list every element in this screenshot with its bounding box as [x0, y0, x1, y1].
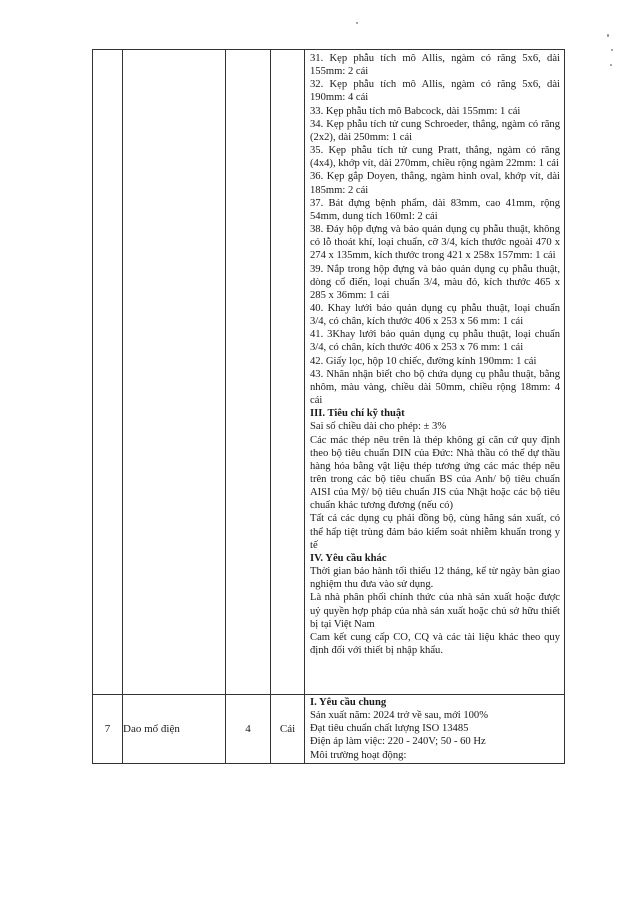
spec-line: Sai số chiều dài cho phép: ± 3% [310, 421, 447, 433]
spec-line: 42. Giấy lọc, hộp 10 chiếc, đường kính 190mm: 1 cái [310, 355, 537, 367]
spec-line: Tất cả các dụng cụ phải đồng bộ, cùng hãng sản xuất, có thể hấp tiệt trùng đảm bảo kiểm soát nhiễm khuẩn trong y tế [310, 513, 560, 551]
spec-line: Môi trường hoạt động: [310, 749, 407, 761]
qty-cell [226, 50, 271, 695]
spec-line: 41. 3Khay lưới bảo quản dụng cụ phẫu thuật, loại chuẩn 3/4, có chân, kích thước 406 x 253 x 76 mm: 1 cái [310, 329, 560, 354]
section-heading: IV. Yêu cầu khác [310, 552, 387, 564]
spec-line: 43. Nhãn nhận biết cho bộ chứa dụng cụ phẫu thuật, bằng nhôm, màu vàng, chiều dài 50mm, chiều rộng 18mm: 4 cái [310, 368, 560, 407]
spec-line: Là nhà phân phối chính thức của nhà sản xuất hoặc được uỷ quyền hợp pháp của nhà sản xuất hoặc chủ sở hữu thiết bị tại Việt Nam [310, 592, 560, 630]
name-cell [123, 50, 226, 695]
scan-speck [611, 49, 613, 51]
scan-speck [356, 22, 358, 24]
spec-line: 39. Nắp trong hộp đựng và bảo quản dụng cụ phẫu thuật, dòng cổ điển, loại chuẩn 3/4, màu đỏ, kích thước 465 x 285 x 36mm: 1 cái [310, 263, 560, 301]
spec-line: 32. Kẹp phẫu tích mô Allis, ngàm có răng 5x6, dài 190mm: 4 cái [310, 79, 560, 104]
spec-line: Thời gian bảo hành tối thiểu 12 tháng, kể từ ngày bàn giao nghiệm thu đưa vào sử dụng. [310, 566, 560, 591]
spec-cell [305, 50, 565, 695]
equipment-name: Dao mổ điện [123, 695, 226, 764]
spec-cell [305, 695, 565, 764]
unit-cell [271, 50, 305, 695]
row-number: 7 [93, 695, 123, 764]
spec-line: 34. Kẹp phẫu tích tử cung Schroeder, thẳng, ngàm có răng (2x2), dài 250mm: 1 cái [310, 118, 560, 143]
scan-speck [610, 64, 612, 66]
no-cell [93, 50, 123, 695]
spec-line: 38. Đáy hộp đựng và bảo quản dụng cụ phẫu thuật, không có lỗ thoát khí, loại chuẩn, cỡ 3/4, kích thước ngoài 470 x 274 x 135mm, kích thước trong 421 x 258x 157mm: 1 cái [310, 224, 560, 262]
spec-line: Cam kết cung cấp CO, CQ và các tài liệu khác theo quy định đối với thiết bị nhập khẩu. [310, 631, 560, 657]
quantity: 4 [226, 695, 271, 764]
spec-line: 35. Kẹp phẫu tích tử cung Pratt, thẳng, ngàm có răng (4x4), khớp vít, dài 270mm, chiều rộng ngàm 22mm: 1 cái [310, 145, 560, 170]
spec-line: 37. Bát đựng bệnh phẩm, dài 83mm, cao 41mm, rộng 54mm, dung tích 160ml: 2 cái [310, 197, 560, 222]
section-heading: III. Tiêu chí kỹ thuật [310, 408, 405, 420]
scan-speck [607, 34, 609, 37]
section-heading: I. Yêu cầu chung [310, 697, 387, 708]
spec-line: Sản xuất năm: 2024 trở về sau, mới 100% [310, 710, 489, 722]
table-row-continued [93, 50, 565, 695]
spec-line: Điện áp làm việc: 220 - 240V; 50 - 60 Hz [310, 736, 486, 748]
table-row [93, 695, 565, 764]
spec-line: 40. Khay lưới bảo quản dụng cụ phẫu thuật, loại chuẩn 3/4, có chân, kích thước 406 x 253 x 56 mm: 1 cái [310, 302, 560, 328]
spec-line: 36. Kẹp gắp Doyen, thẳng, ngàm hình oval, khớp vít, dài 185mm: 2 cái [310, 171, 560, 196]
spec-line: 31. Kẹp phẫu tích mô Allis, ngàm có răng 5x6, dài 155mm: 2 cái [310, 53, 560, 78]
unit: Cái [271, 695, 305, 764]
equipment-spec-table [92, 49, 565, 764]
spec-line: Các mác thép nêu trên là thép không gỉ căn cứ quy định theo bộ tiêu chuẩn DIN của Đức: Nhà thầu có thể dự thầu hàng hóa bằng vật liệu thép tương ứng các mác thép nêu trên trong các bộ tiêu chuẩn BS của Anh/ bộ tiêu chuẩn AISI của Mỹ/ bộ tiêu chuẩn JIS của Nhật hoặc các bộ tiêu chuẩn khác tương đương (nếu có) [310, 434, 560, 512]
spec-line: Đạt tiêu chuẩn chất lượng ISO 13485 [310, 723, 469, 735]
spec-line: 33. Kẹp phẫu tích mô Babcock, dài 155mm: 1 cái [310, 105, 521, 117]
